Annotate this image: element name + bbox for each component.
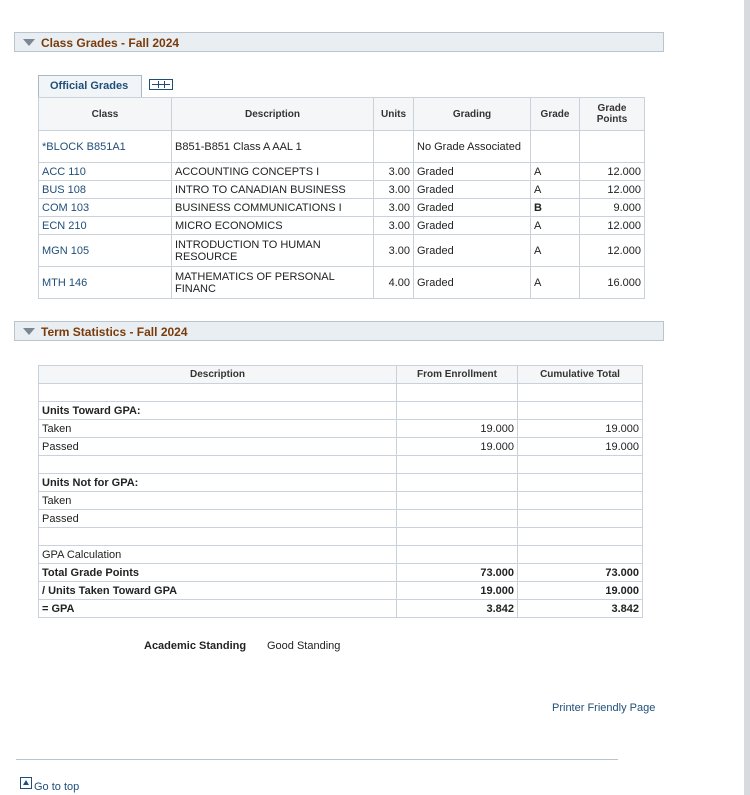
stats-cumulative-total: 73.000 — [518, 564, 643, 582]
class-grading: Graded — [414, 199, 531, 217]
stats-row — [39, 456, 643, 474]
class-grade-points — [580, 131, 645, 163]
term-statistics-table — [38, 365, 643, 618]
class-units: 3.00 — [374, 163, 414, 181]
table-row — [39, 181, 645, 199]
class-units: 4.00 — [374, 267, 414, 299]
table-row — [39, 199, 645, 217]
stats-from-enrollment — [397, 510, 518, 528]
col-header-grading: Grading — [414, 98, 531, 131]
class-description: MATHEMATICS OF PERSONAL FINANC — [172, 267, 374, 299]
class-link[interactable]: COM 103 — [39, 199, 172, 217]
stats-label — [39, 528, 397, 546]
class-description: MICRO ECONOMICS — [172, 217, 374, 235]
class-grades-title: Class Grades - Fall 2024 — [41, 36, 180, 50]
class-grade-points: 16.000 — [580, 267, 645, 299]
stats-from-enrollment: 19.000 — [397, 438, 518, 456]
term-statistics-title: Term Statistics - Fall 2024 — [41, 325, 188, 339]
window-edge — [744, 0, 750, 795]
go-to-top-link[interactable]: Go to top — [34, 781, 80, 793]
class-grade: A — [531, 163, 580, 181]
stats-from-enrollment: 73.000 — [397, 564, 518, 582]
stats-label: Passed — [39, 510, 397, 528]
col-header-class: Class — [39, 98, 172, 131]
stats-label — [39, 384, 397, 402]
col-header-units: Units — [374, 98, 414, 131]
stats-label: Units Not for GPA: — [39, 474, 397, 492]
table-row — [39, 217, 645, 235]
class-grading: Graded — [414, 163, 531, 181]
stats-row — [39, 492, 643, 510]
stats-from-enrollment: 3.842 — [397, 600, 518, 618]
stats-from-enrollment — [397, 384, 518, 402]
class-grade-points: 9.000 — [580, 199, 645, 217]
stats-label: Passed — [39, 438, 397, 456]
class-description: B851-B851 Class A AAL 1 — [172, 131, 374, 163]
class-description: INTRODUCTION TO HUMAN RESOURCE — [172, 235, 374, 267]
stats-label: Taken — [39, 492, 397, 510]
term-statistics-section-header[interactable] — [14, 321, 664, 341]
stats-cumulative-total: 19.000 — [518, 420, 643, 438]
collapse-triangle-icon[interactable] — [23, 39, 35, 46]
class-grade: A — [531, 181, 580, 199]
stats-cumulative-total — [518, 546, 643, 564]
stats-row — [39, 564, 643, 582]
stats-header-row — [39, 366, 643, 384]
class-units: 3.00 — [374, 181, 414, 199]
stats-from-enrollment — [397, 474, 518, 492]
stats-row — [39, 510, 643, 528]
stats-cumulative-total: 3.842 — [518, 600, 643, 618]
class-units: 3.00 — [374, 235, 414, 267]
stats-from-enrollment: 19.000 — [397, 420, 518, 438]
class-grading: Graded — [414, 181, 531, 199]
stats-label: = GPA — [39, 600, 397, 618]
stats-from-enrollment — [397, 492, 518, 510]
class-units: 3.00 — [374, 199, 414, 217]
class-grading: Graded — [414, 235, 531, 267]
class-grade-points: 12.000 — [580, 235, 645, 267]
class-description: ACCOUNTING CONCEPTS I — [172, 163, 374, 181]
academic-standing-label: Academic Standing — [144, 640, 247, 652]
academic-standing-value: Good Standing — [267, 640, 341, 652]
table-row — [39, 131, 645, 163]
stats-from-enrollment — [397, 402, 518, 420]
stats-label: / Units Taken Toward GPA — [39, 582, 397, 600]
class-grading: No Grade Associated — [414, 131, 531, 163]
stats-row — [39, 474, 643, 492]
tab-official-grades[interactable] — [38, 75, 142, 97]
stats-label: Units Toward GPA: — [39, 402, 397, 420]
stats-row — [39, 600, 643, 618]
class-link[interactable]: *BLOCK B851A1 — [39, 131, 172, 163]
class-grades-section-header[interactable] — [14, 32, 664, 52]
stats-cumulative-total: 19.000 — [518, 582, 643, 600]
class-units — [374, 131, 414, 163]
class-link[interactable]: ACC 110 — [39, 163, 172, 181]
class-grade: A — [531, 235, 580, 267]
class-link[interactable]: BUS 108 — [39, 181, 172, 199]
grades-table — [38, 97, 645, 299]
class-description: BUSINESS COMMUNICATIONS I — [172, 199, 374, 217]
view-all-grid-icon[interactable] — [149, 79, 173, 90]
class-grade: A — [531, 217, 580, 235]
stats-from-enrollment — [397, 456, 518, 474]
class-grade: A — [531, 267, 580, 299]
stats-cumulative-total — [518, 510, 643, 528]
go-to-top-icon[interactable] — [20, 777, 32, 789]
stats-cumulative-total — [518, 456, 643, 474]
grades-header-row — [39, 98, 645, 131]
col-header-grade-points: Grade Points — [580, 98, 645, 131]
stats-row — [39, 528, 643, 546]
class-link[interactable]: MGN 105 — [39, 235, 172, 267]
col-header-description: Description — [39, 366, 397, 384]
table-row — [39, 235, 645, 267]
stats-cumulative-total — [518, 528, 643, 546]
class-grade-points: 12.000 — [580, 163, 645, 181]
stats-row — [39, 384, 643, 402]
col-header-description: Description — [172, 98, 374, 131]
stats-row — [39, 438, 643, 456]
stats-cumulative-total — [518, 402, 643, 420]
col-header-cumulative-total: Cumulative Total — [518, 366, 643, 384]
table-row — [39, 267, 645, 299]
stats-from-enrollment — [397, 546, 518, 564]
stats-from-enrollment: 19.000 — [397, 582, 518, 600]
class-grade — [531, 131, 580, 163]
class-grading: Graded — [414, 267, 531, 299]
stats-label: Total Grade Points — [39, 564, 397, 582]
col-header-from-enrollment: From Enrollment — [397, 366, 518, 384]
class-link[interactable]: MTH 146 — [39, 267, 172, 299]
tab-official-grades-label: Official Grades — [50, 80, 129, 92]
stats-row — [39, 546, 643, 564]
col-header-grade: Grade — [531, 98, 580, 131]
stats-row — [39, 420, 643, 438]
stats-cumulative-total — [518, 492, 643, 510]
class-grade-points: 12.000 — [580, 217, 645, 235]
stats-label: Taken — [39, 420, 397, 438]
stats-cumulative-total — [518, 384, 643, 402]
divider — [16, 759, 618, 760]
stats-label: GPA Calculation — [39, 546, 397, 564]
class-grading: Graded — [414, 217, 531, 235]
class-units: 3.00 — [374, 217, 414, 235]
class-link[interactable]: ECN 210 — [39, 217, 172, 235]
stats-cumulative-total: 19.000 — [518, 438, 643, 456]
stats-cumulative-total — [518, 474, 643, 492]
stats-from-enrollment — [397, 528, 518, 546]
class-description: INTRO TO CANADIAN BUSINESS — [172, 181, 374, 199]
class-grade: B — [531, 199, 580, 217]
stats-row — [39, 582, 643, 600]
collapse-triangle-icon[interactable] — [23, 328, 35, 335]
table-row — [39, 163, 645, 181]
stats-label — [39, 456, 397, 474]
printer-friendly-link[interactable]: Printer Friendly Page — [552, 702, 656, 714]
stats-row — [39, 402, 643, 420]
class-grade-points: 12.000 — [580, 181, 645, 199]
